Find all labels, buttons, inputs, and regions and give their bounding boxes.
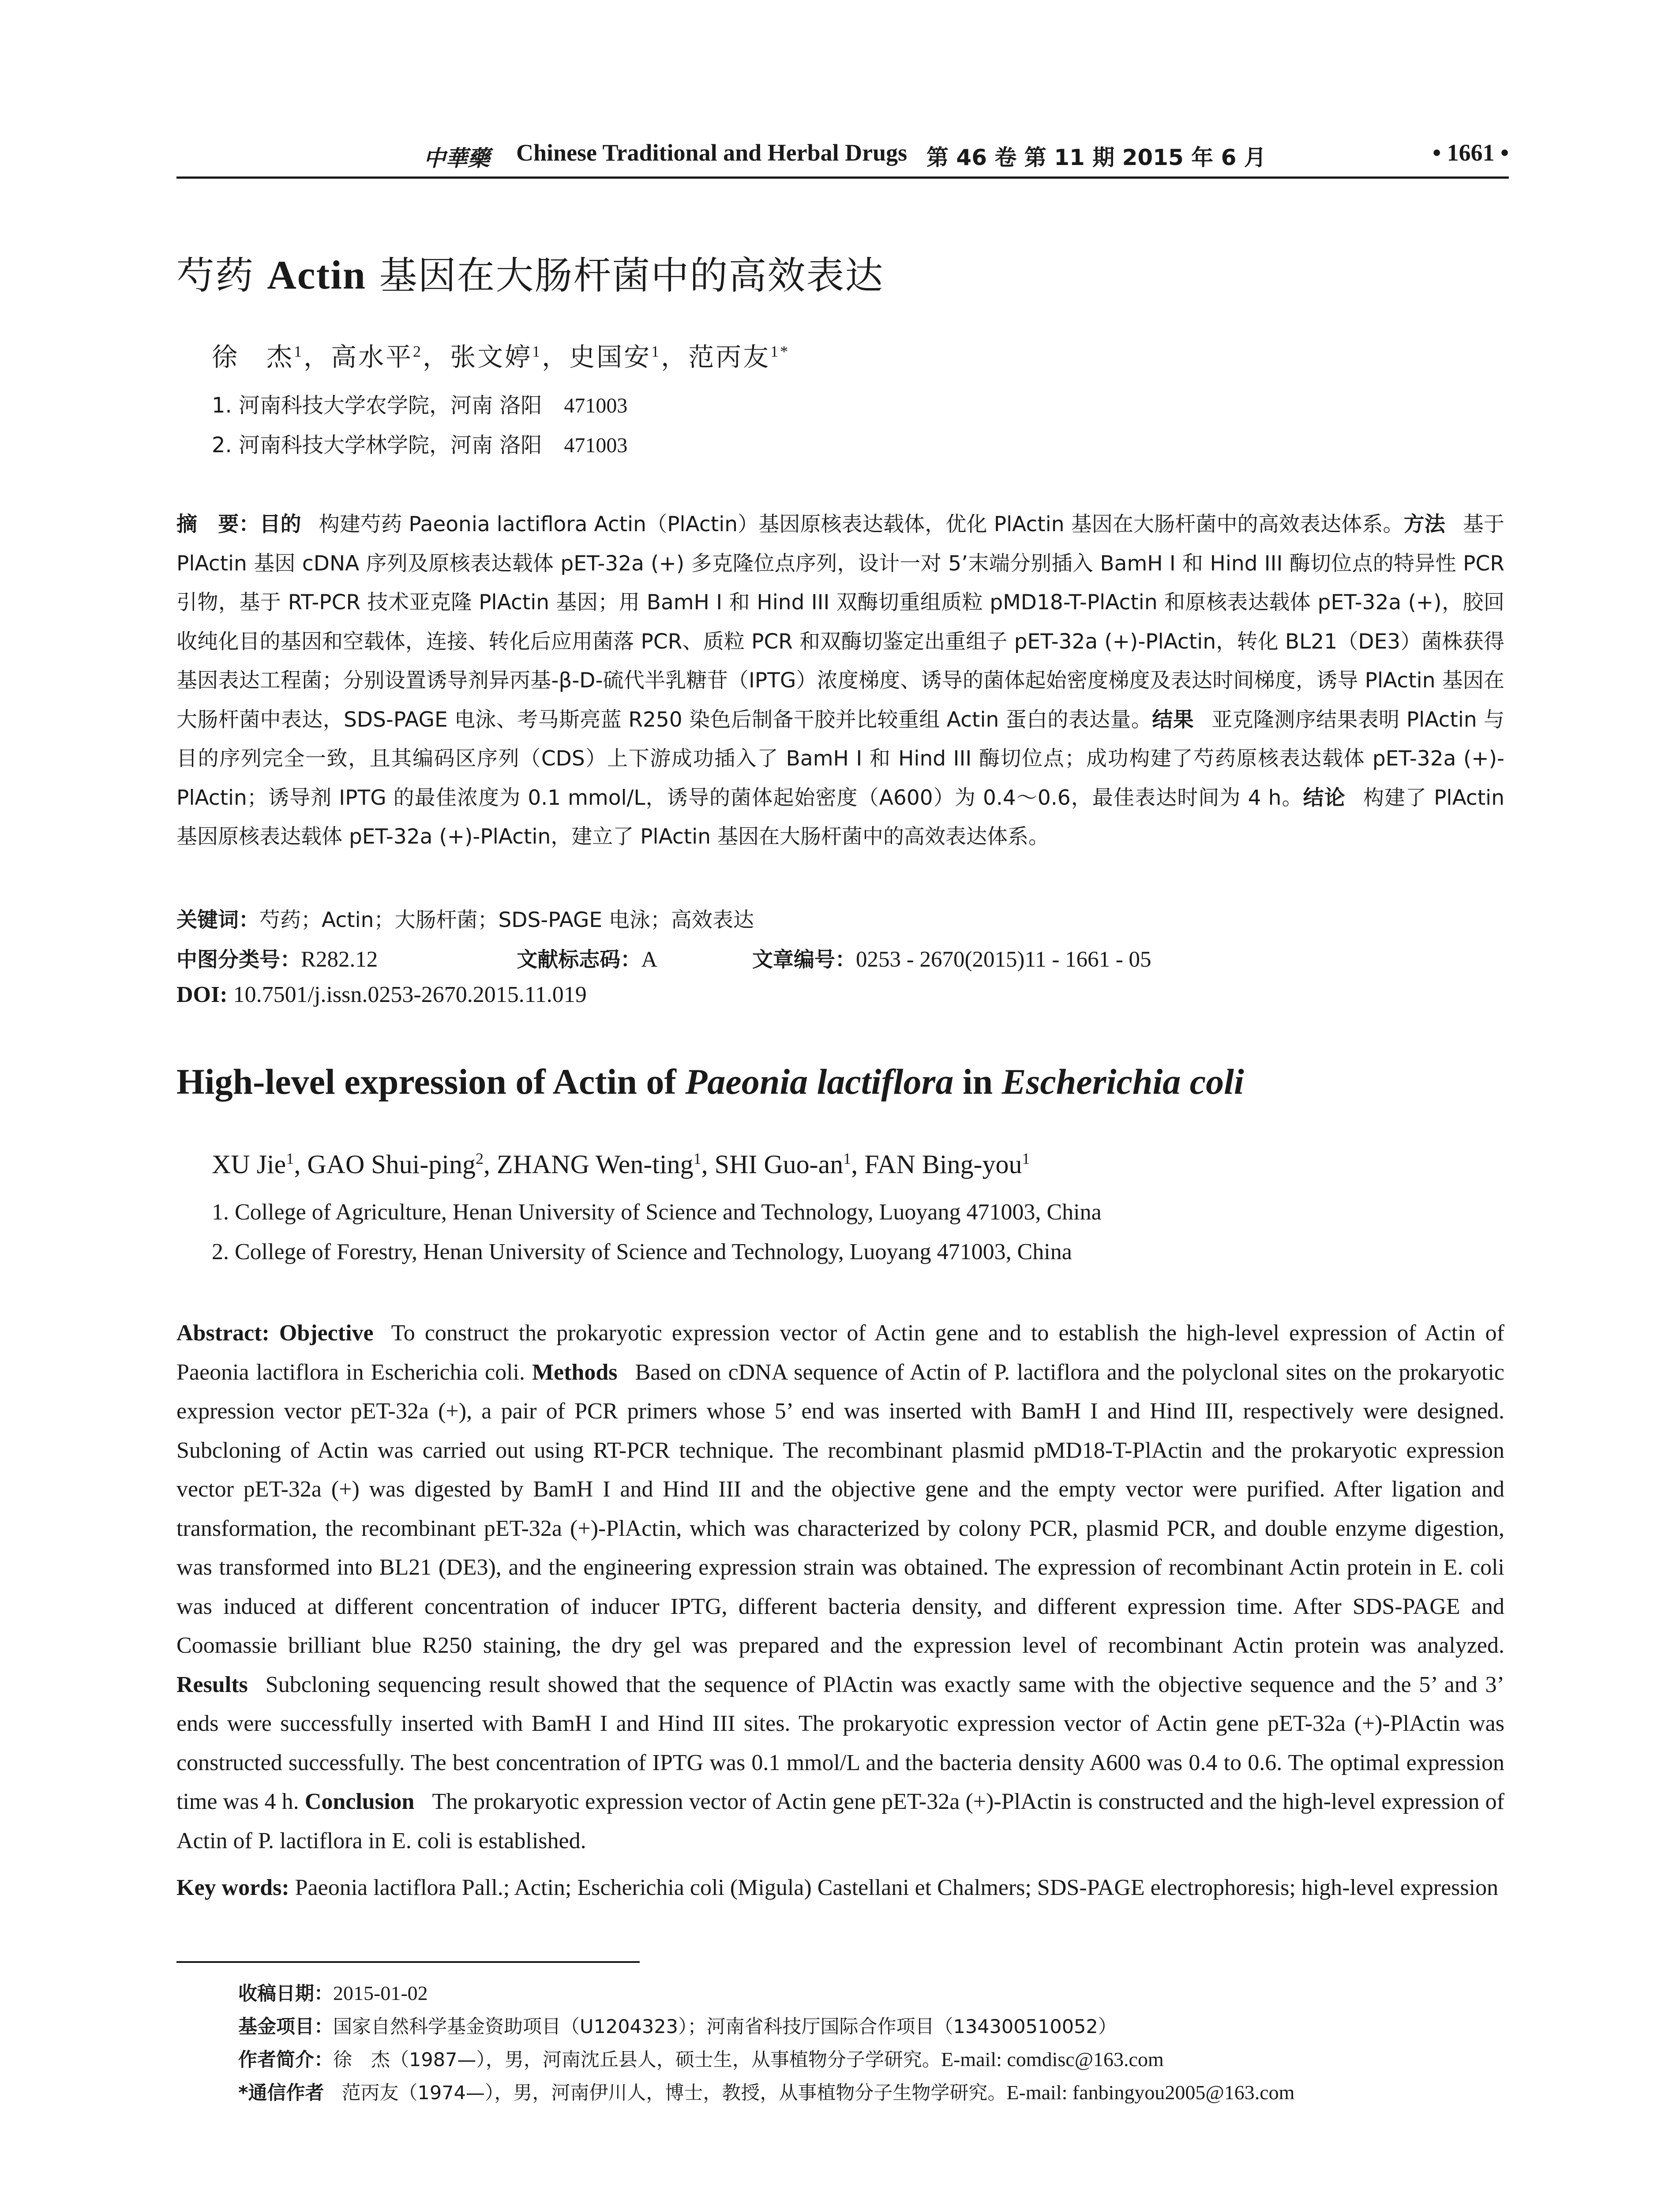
cn-affiliation-zip: 471003 bbox=[564, 394, 628, 417]
en-title-part: High-level expression of Actin of bbox=[176, 1062, 686, 1102]
en-abstract-label: Abstract: bbox=[176, 1321, 270, 1346]
en-affiliation: 2. College of Forestry, Henan University of Science and Technology, Luoyang 471003, China bbox=[212, 1239, 1072, 1264]
cn-abstract bbox=[176, 505, 1504, 857]
page-number: • 1661 • bbox=[1432, 139, 1509, 166]
cn-classification-line bbox=[176, 943, 1151, 973]
footnote-rule bbox=[176, 1961, 640, 1963]
en-author: GAO Shui-ping bbox=[307, 1150, 476, 1179]
en-title bbox=[176, 1061, 1244, 1103]
cn-affiliation-text: 1. 河南科技大学农学院，河南 洛阳 bbox=[212, 393, 542, 418]
article-no-label: 文章编号： bbox=[752, 948, 856, 972]
cn-author: 范丙友 bbox=[688, 342, 771, 372]
article-no-value: 0253 - 2670(2015)11 - 1661 - 05 bbox=[856, 947, 1151, 972]
cn-authors bbox=[212, 336, 790, 373]
cn-author-sup: 2 bbox=[413, 342, 423, 360]
issue-info: 第 46 卷 第 11 期 2015 年 6 月 bbox=[926, 145, 1266, 170]
corresponding-value: 范丙友（1974—），男，河南伊川人，博士，教授，从事植物分子生物学研究。 bbox=[341, 2082, 1007, 2104]
en-author-sup: 2 bbox=[476, 1150, 484, 1167]
clc-value: R282.12 bbox=[301, 947, 378, 972]
en-results-text: Subcloning sequencing result showed that the sequence of PlActin was exactly same with the objective sequence and the 5’ and 3’ ends were successfully inserted with BamH I and Hind III sites. The prokaryotic expression vector of Actin gene pET-32a (+)-PlActin was constructed successfully. The best concentration of IPTG was 0.1 mmol/L and the bacteria density A600 was 0.4 to 0.6. The optimal expression time was 4 h. bbox=[176, 1672, 1504, 1814]
cn-author-sup: 1* bbox=[770, 342, 790, 360]
doi-label: DOI: bbox=[176, 982, 228, 1007]
corresponding-label: *通信作者 bbox=[238, 2082, 324, 2104]
corresponding-email[interactable]: E-mail: fanbingyou2005@163.com bbox=[1006, 2081, 1295, 2104]
author-email[interactable]: E-mail: comdisc@163.com bbox=[941, 2048, 1164, 2071]
cn-author: 高水平 bbox=[331, 342, 413, 372]
cn-keywords-label: 关键词： bbox=[176, 908, 259, 932]
author-bio-label: 作者简介： bbox=[238, 2049, 333, 2071]
cn-author: 史国安 bbox=[569, 342, 652, 372]
cn-title-suffix: 基因在大肠杆菌中的高效表达 bbox=[366, 254, 884, 298]
en-keywords-text: Paeonia lactiflora Pall.; Actin; Escherichia coli (Migula) Castellani et Chalmers; SDS-PAGE electrophoresis; high-level expression bbox=[295, 1875, 1499, 1900]
cn-affiliation-text: 2. 河南科技大学林学院，河南 洛阳 bbox=[212, 433, 542, 458]
cn-affiliation bbox=[212, 388, 627, 419]
en-author: ZHANG Wen-ting bbox=[497, 1150, 694, 1179]
en-objective-text: To construct the prokaryotic expression vector of Actin gene and to establish the high-level expression of Actin of Paeonia lactiflora in Escherichia coli. bbox=[176, 1321, 1505, 1385]
cn-keywords bbox=[176, 904, 754, 933]
en-methods-label: Methods bbox=[532, 1359, 618, 1385]
en-keywords-label: Key words: bbox=[176, 1875, 289, 1900]
doi-value[interactable]: 10.7501/j.issn.0253-2670.2015.11.019 bbox=[233, 982, 587, 1007]
cn-conclusion-label: 结论 bbox=[1303, 785, 1346, 810]
cn-keywords-text: 芍药；Actin；大肠杆菌；SDS-PAGE 电泳；高效表达 bbox=[259, 908, 754, 932]
cn-title-prefix: 芍药 bbox=[176, 254, 267, 298]
cn-abstract-label: 摘 要： bbox=[176, 512, 260, 536]
author-sep: ， bbox=[661, 342, 689, 372]
doc-code-value: A bbox=[641, 947, 658, 972]
received-value: 2015-01-02 bbox=[333, 1982, 428, 2004]
cn-author-sup: 1 bbox=[651, 342, 661, 360]
cn-results-text: 亚克隆测序结果表明 PlActin 与目的序列完全一致，且其编码区序列（CDS）上下游成功插入了 BamH I 和 Hind III 酶切位点；成功构建了芍药原核表达载体 pET-32a (+)-PlActin；诱导剂 IPTG 的最佳浓度为 0.1 mmol/L，诱导的菌体起始密度（A600）为 0.4～0.6，最佳表达时间为 4 h。 bbox=[176, 707, 1504, 810]
cn-methods-text: 基于 PlActin 基因 cDNA 序列及原核表达载体 pET-32a (+) 多克隆位点序列，设计一对 5’末端分别插入 BamH I 和 Hind III 酶切位点的特异性 PCR 引物，基于 RT-PCR 技术亚克隆 PlActin 基因；用 BamH I 和 Hind III 双酶切重组质粒 pMD18-T-PlActin 和原核表达载体 pET-32a (+)，胶回收纯化目的基因和空载体，连接、转化后应用菌落 PCR、质粒 PCR 和双酶切鉴定出重组子 pET-32a (+)-PlActin，转化 BL21（DE3）菌株获得基因表达工程菌；分别设置诱导剂异丙基-β-D-硫代半乳糖苷（IPTG）浓度梯度、诱导的菌体起始密度梯度及表达时间梯度，诱导 PlActin 基因在大肠杆菌中表达，SDS-PAGE 电泳、考马斯亮蓝 R250 染色后制备干胶并比较重组 Actin 蛋白的表达量。 bbox=[176, 512, 1505, 732]
cn-author-sup: 1 bbox=[532, 342, 542, 360]
cn-title bbox=[176, 245, 884, 300]
journal-name: Chinese Traditional and Herbal Drugs bbox=[516, 139, 908, 166]
footnote-received bbox=[238, 1979, 428, 2006]
en-conclusion-label: Conclusion bbox=[304, 1789, 415, 1814]
author-sep: ， bbox=[423, 342, 450, 372]
en-title-part: in bbox=[953, 1062, 1002, 1102]
en-author: XU Jie bbox=[212, 1150, 286, 1179]
en-conclusion-text: The prokaryotic expression vector of Actin gene pET-32a (+)-PlActin is constructed and the high-level expression of Actin of P. lactiflora in E. coli is established. bbox=[176, 1789, 1504, 1853]
fund-label: 基金项目： bbox=[238, 2016, 333, 2038]
running-header bbox=[176, 139, 1509, 179]
cn-results-label: 结果 bbox=[1152, 707, 1194, 732]
en-author-sup: 1 bbox=[843, 1150, 851, 1167]
en-title-italic: Paeonia lactiflora bbox=[685, 1062, 954, 1102]
en-author: SHI Guo-an bbox=[714, 1150, 844, 1179]
en-author-sup: 1 bbox=[286, 1150, 294, 1167]
clc-label: 中图分类号： bbox=[176, 948, 301, 972]
en-title-italic: Escherichia coli bbox=[1001, 1062, 1244, 1102]
cn-author: 张文婷 bbox=[450, 342, 532, 372]
cn-author-sup: 1 bbox=[294, 342, 304, 360]
en-affiliation: 1. College of Agriculture, Henan University of Science and Technology, Luoyang 471003, China bbox=[212, 1200, 1102, 1225]
cn-objective-text: 构建芍药 Paeonia lactiflora Actin（PlActin）基因原核表达载体，优化 PlActin 基因在大肠杆菌中的高效表达体系。 bbox=[319, 512, 1404, 536]
en-objective-label: Objective bbox=[279, 1321, 374, 1346]
en-results-label: Results bbox=[176, 1672, 248, 1697]
journal-logo: 中華藥 bbox=[424, 145, 490, 171]
footnote-fund bbox=[238, 2012, 1117, 2039]
doi-line bbox=[176, 982, 587, 1008]
cn-title-bold: Actin bbox=[267, 252, 366, 297]
fund-value: 国家自然科学基金资助项目（U1204323）；河南省科技厅国际合作项目（134300510052） bbox=[333, 2016, 1117, 2038]
cn-affiliation-zip: 471003 bbox=[564, 434, 628, 457]
en-methods-text: Based on cDNA sequence of Actin of P. lactiflora and the polyclonal sites on the prokaryotic expression vector pET-32a (+), a pair of PCR primers whose 5’ end was inserted with BamH I and Hind III, respectively were designed. Subcloning of Actin was carried out using RT-PCR technique. The recombinant plasmid pMD18-T-PlActin and the prokaryotic expression vector pET-32a (+) was digested by BamH I and Hind III and the objective gene and the empty vector were purified. After ligation and transformation, the recombinant pET-32a (+)-PlActin, which was characterized by colony PCR, plasmid PCR, and double enzyme digestion, was transformed into BL21 (DE3), and the engineering expression strain was obtained. The expression of recombinant Actin protein in E. coli was induced at different concentration of inducer IPTG, different bacteria density, and different expression time. After SDS-PAGE and Coomassie brilliant blue R250 staining, the dry gel was prepared and the expression level of recombinant Actin protein was analyzed. bbox=[176, 1359, 1505, 1658]
cn-objective-label: 目的 bbox=[259, 512, 301, 536]
en-author: FAN Bing-you bbox=[864, 1150, 1022, 1179]
en-keywords bbox=[176, 1868, 1504, 1907]
cn-methods-label: 方法 bbox=[1403, 512, 1445, 536]
footnote-author bbox=[238, 2045, 1164, 2072]
cn-author: 徐 杰 bbox=[212, 342, 294, 372]
en-abstract bbox=[176, 1314, 1504, 1861]
author-sep: ， bbox=[542, 342, 570, 372]
cn-affiliation bbox=[212, 428, 627, 458]
en-author-sup: 1 bbox=[693, 1150, 701, 1167]
author-bio-value: 徐 杰（1987—），男，河南沈丘县人，硕士生，从事植物分子学研究。 bbox=[333, 2049, 941, 2071]
doc-code-label: 文献标志码： bbox=[517, 948, 641, 972]
footnote-corresponding bbox=[238, 2078, 1294, 2105]
header-rule bbox=[176, 176, 1509, 179]
en-author-sup: 1 bbox=[1022, 1150, 1030, 1167]
en-authors: XU Jie$^1$, GAO Shui-ping$^2$, ZHANG Wen-ting$^1$, SHI Guo-$an^1$, FAN Bing-you$^1$ bbox=[212, 1150, 1030, 1179]
received-label: 收稿日期： bbox=[238, 1983, 333, 2005]
author-sep: ， bbox=[304, 342, 331, 372]
cn-conclusion-text: 构建了 PlActin 基因原核表达载体 pET-32a (+)-PlActin，建立了 PlActin 基因在大肠杆菌中的高效表达体系。 bbox=[176, 785, 1505, 849]
